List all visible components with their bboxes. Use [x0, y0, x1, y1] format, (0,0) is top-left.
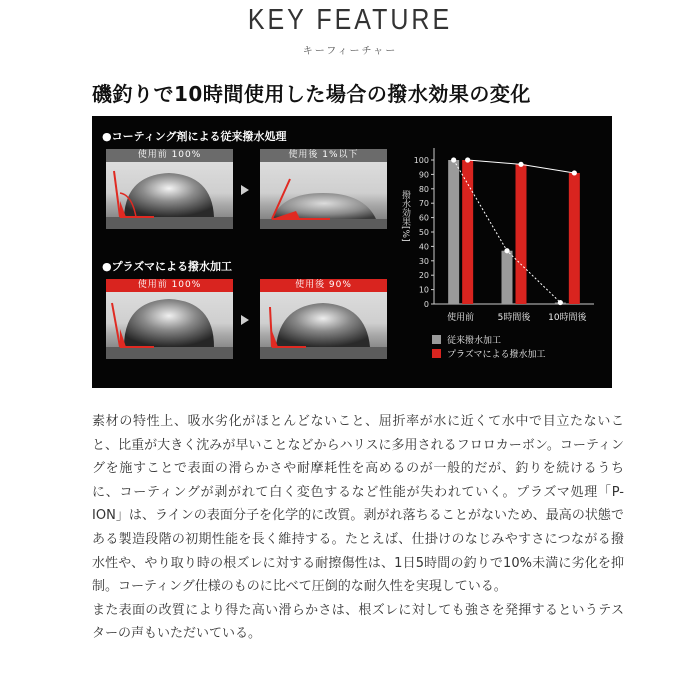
- y-tick-label: 50: [418, 228, 429, 237]
- plasma-label: ●プラズマによる撥水加工: [102, 260, 233, 273]
- y-tick-label: 90: [418, 170, 429, 180]
- data-point-conventional: [558, 300, 563, 305]
- data-point-conventional: [504, 248, 509, 253]
- bar-conventional: [448, 160, 459, 304]
- bar-conventional: [502, 251, 513, 304]
- chart-legend: [432, 332, 546, 360]
- y-tick-label: 10: [418, 285, 429, 295]
- legend-label-conventional: 従来撥水加工: [447, 335, 502, 346]
- key-feature-subtitle: キーフィーチャー: [302, 46, 398, 57]
- body-text: [92, 410, 624, 646]
- chart-y-axis-label: 撥水効果[%]: [400, 190, 410, 242]
- plasma-before-photo: [106, 279, 233, 359]
- x-tick-label: 使用前: [447, 313, 475, 323]
- headline: 磯釣りで10時間使用した場合の撥水効果の変化: [92, 82, 531, 106]
- legend-item-conventional: [432, 332, 546, 346]
- conventional-before-photo: [106, 149, 233, 229]
- body-paragraph-2: また表面の改質により得た高い滑らかさは、根ズレに対しても強さを発揮するというテスターの声もいただいている。: [92, 602, 624, 642]
- arrow-right-icon: [241, 315, 249, 325]
- legend-item-plasma: [432, 346, 546, 360]
- data-point-plasma: [465, 157, 470, 162]
- conventional-label: ●コーティング剤による従来撥水処理: [102, 130, 287, 143]
- bar-plasma: [569, 173, 580, 304]
- x-tick-label: 5時間後: [497, 313, 531, 323]
- bar-plasma: [462, 160, 473, 304]
- body-paragraph-1: 素材の特性上、吸水劣化がほとんどないこと、屈折率が水に近くて水中で目立たないこと、比重が大きく沈みが早いことなどからハリスに多用されるフロロカーボン。コーティングを施すことで表面の滑らかさや耐摩耗性を高めるのが一般的だが、釣りを続けるうちに、コーティングが剥がれて白く変色するなど性能が失われていく。プラズマ処理「P-ION」は、ラインの表面分子を化学的に改質。剥がれ落ちることがないため、最高の状態である製造段階の初期性能を長く維持する。たとえば、仕掛けのなじみやすさにつながる撥水性や、やり取り時の根ズレに対する耐擦傷性は、1日5時間の釣りで10%未満に劣化を抑制。コーティング仕様のものに比べて圧倒的な耐久性を実現している。: [92, 414, 624, 595]
- bar-plasma: [516, 164, 527, 304]
- conventional-before-tag: 使用前 100%: [106, 149, 233, 162]
- key-feature-title: KEY FEATURE: [247, 3, 453, 37]
- y-tick-label: 80: [418, 184, 429, 194]
- plasma-before-tag: 使用前 100%: [106, 279, 233, 292]
- y-tick-label: 0: [423, 300, 429, 309]
- y-tick-label: 40: [418, 242, 429, 252]
- infographic-panel: [92, 116, 612, 388]
- y-tick-label: 70: [418, 199, 429, 209]
- y-tick-label: 60: [418, 213, 429, 223]
- plasma-after-photo: [260, 279, 387, 359]
- y-tick-label: 30: [418, 256, 429, 266]
- data-point-plasma: [572, 170, 577, 175]
- legend-label-plasma: プラズマによる撥水加工: [447, 349, 546, 360]
- legend-swatch-conventional: [432, 335, 441, 344]
- arrow-right-icon: [241, 185, 249, 195]
- y-tick-label: 100: [413, 156, 429, 165]
- data-point-plasma: [518, 162, 523, 167]
- conventional-after-tag: 使用後 1%以下: [260, 149, 387, 162]
- conventional-after-photo: [260, 149, 387, 229]
- data-point-conventional: [451, 157, 456, 162]
- legend-swatch-plasma: [432, 349, 441, 358]
- x-tick-label: 10時間後: [548, 313, 587, 323]
- y-tick-label: 20: [418, 271, 429, 281]
- plasma-after-tag: 使用後 90%: [260, 279, 387, 292]
